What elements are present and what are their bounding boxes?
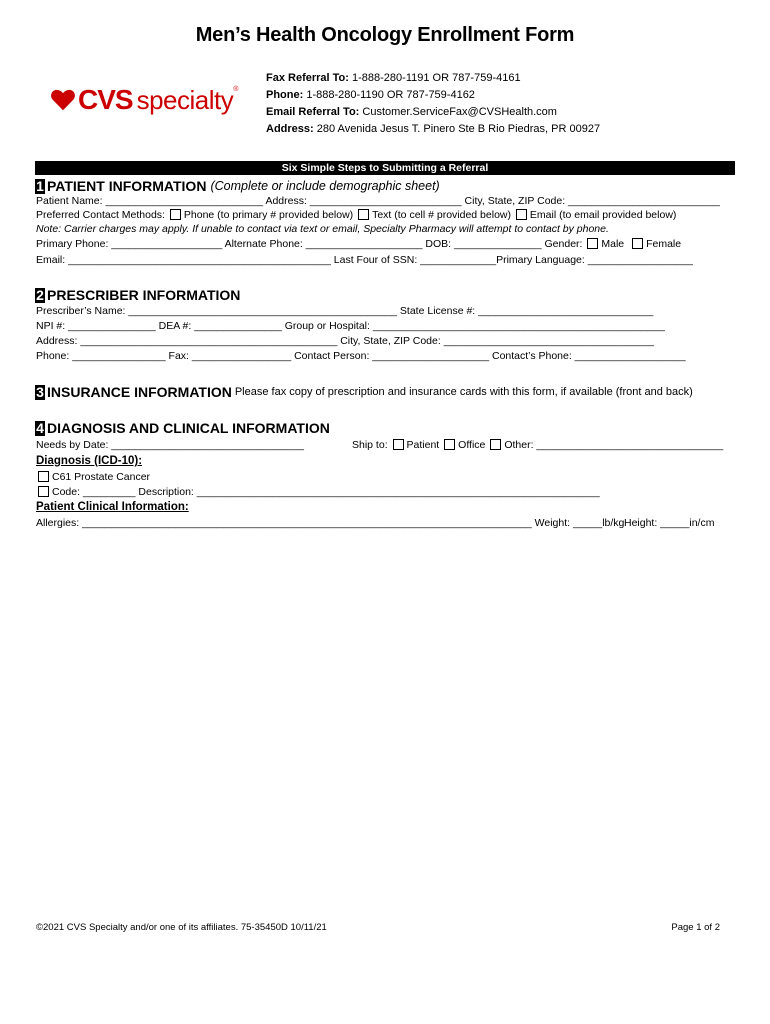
dx-c61-label: C61 Prostate Cancer [52, 471, 151, 483]
section-2-heading [35, 287, 240, 303]
email-ssn-language-line[interactable]: Email: _____________________________________________ Last Four of SSN: _____________Primary Language: __________________ [36, 254, 693, 266]
dx-code-field[interactable]: Code: _________ Description: _____________________________________________________________________ [52, 486, 600, 498]
logo-mark: ® [233, 86, 239, 93]
section-1-heading [35, 178, 440, 194]
text-method-checkbox[interactable] [358, 209, 369, 220]
section-3-number: 3 [36, 383, 44, 400]
gender-female-label: Female [646, 238, 682, 250]
section-2-number: 2 [36, 286, 44, 303]
diagnosis-heading: Diagnosis (ICD-10): [36, 455, 143, 467]
ship-other-checkbox[interactable] [490, 439, 501, 450]
phone-value: 1-888-280-1190 OR 787-759-4162 [306, 89, 475, 101]
phone-dob-gender-line [36, 238, 681, 251]
ship-office-label: Office [458, 439, 486, 451]
footer-copyright: ©2021 CVS Specialty and/or one of its affiliates. 75-35450D 10/11/21 [36, 922, 327, 933]
clinical-info-heading: Patient Clinical Information: [36, 501, 189, 513]
dx-c61-checkbox[interactable] [38, 471, 49, 482]
email-value: Customer.ServiceFax@CVSHealth.com [362, 106, 557, 118]
section-4-heading [35, 420, 330, 436]
section-1-subtitle: (Complete or include demographic sheet) [210, 179, 440, 193]
address-value: 280 Avenida Jesus T. Pinero Ste B Rio Piedras, PR 00927 [316, 123, 601, 135]
contact-block [266, 70, 600, 138]
gender-female-checkbox[interactable] [632, 238, 643, 249]
allergies-weight-field[interactable]: Allergies: _____________________________________________________________________________ Weight: _____lb/kg [36, 517, 625, 529]
email-label: Email Referral To: [266, 106, 360, 118]
height-field[interactable]: Height: _____in/cm [624, 517, 715, 529]
section-1-title: PATIENT INFORMATION [47, 178, 207, 194]
phone-method-checkbox[interactable] [170, 209, 181, 220]
prescriber-address-line[interactable]: Address: ____________________________________________ City, State, ZIP Code: ____________________________________ [36, 335, 654, 347]
cvs-specialty-logo [50, 84, 238, 116]
needs-by-date-field[interactable]: Needs by Date: _________________________________ [36, 439, 304, 451]
dx-code-row [36, 486, 600, 499]
address-label: Address: [266, 123, 314, 135]
section-3-heading [35, 384, 693, 400]
carrier-note: Note: Carrier charges may apply. If unable to contact via text or email, Specialty Pharmacy will attempt to contact by phone. [36, 223, 609, 235]
footer-page-number: Page 1 of 2 [671, 922, 720, 933]
ship-other-field[interactable]: Other: ________________________________ [504, 439, 724, 451]
gender-male-label: Male [601, 238, 625, 250]
dx-code-checkbox[interactable] [38, 486, 49, 497]
heart-icon [50, 87, 76, 113]
section-4-title: DIAGNOSIS AND CLINICAL INFORMATION [47, 420, 330, 436]
ship-office-checkbox[interactable] [444, 439, 455, 450]
patient-name-address-line[interactable]: Patient Name: ___________________________ Address: __________________________ City, State, ZIP Code: __________________________ [36, 195, 720, 207]
email-method-checkbox[interactable] [516, 209, 527, 220]
npi-dea-group-line[interactable]: NPI #: _______________ DEA #: _______________ Group or Hospital: __________________________________________________ [36, 320, 665, 332]
text-method-label: Text (to cell # provided below) [372, 209, 511, 221]
ship-patient-checkbox[interactable] [393, 439, 404, 450]
gender-male-checkbox[interactable] [587, 238, 598, 249]
phone-method-label: Phone (to primary # provided below) [183, 209, 354, 221]
section-3-title: INSURANCE INFORMATION [47, 384, 232, 400]
section-4-number: 4 [36, 419, 44, 436]
logo-cvs-text: CVS [78, 84, 133, 115]
prescriber-name-line[interactable]: Prescriber’s Name: ______________________________________________ State License #: ______________________________ [36, 305, 654, 317]
ship-to-line [352, 439, 723, 452]
fax-value: 1-888-280-1191 OR 787-759-4161 [352, 72, 521, 84]
phone-label: Phone: [266, 89, 304, 101]
contact-methods-label: Preferred Contact Methods: [36, 209, 165, 221]
ship-to-label: Ship to: [352, 439, 388, 451]
logo-specialty-text: specialty [136, 84, 234, 115]
form-title: Men’s Health Oncology Enrollment Form [195, 24, 575, 46]
contact-methods-line [36, 209, 676, 222]
steps-banner: Six Simple Steps to Submitting a Referral [35, 161, 735, 175]
dx-c61-row [36, 471, 150, 484]
section-3-note: Please fax copy of prescription and insurance cards with this form, if available (front and back) [234, 386, 693, 398]
ship-patient-label: Patient [406, 439, 440, 451]
section-2-title: PRESCRIBER INFORMATION [47, 287, 241, 303]
fax-label: Fax Referral To: [266, 72, 349, 84]
phone-dob-fields[interactable]: Primary Phone: ___________________ Alternate Phone: ____________________ DOB: _______________ Gender: [36, 238, 583, 250]
prescriber-phone-line[interactable]: Phone: ________________ Fax: _________________ Contact Person: ____________________ Contact’s Phone: ___________________ [36, 350, 686, 362]
section-1-number: 1 [36, 177, 44, 194]
email-method-label: Email (to email provided below) [529, 209, 677, 221]
